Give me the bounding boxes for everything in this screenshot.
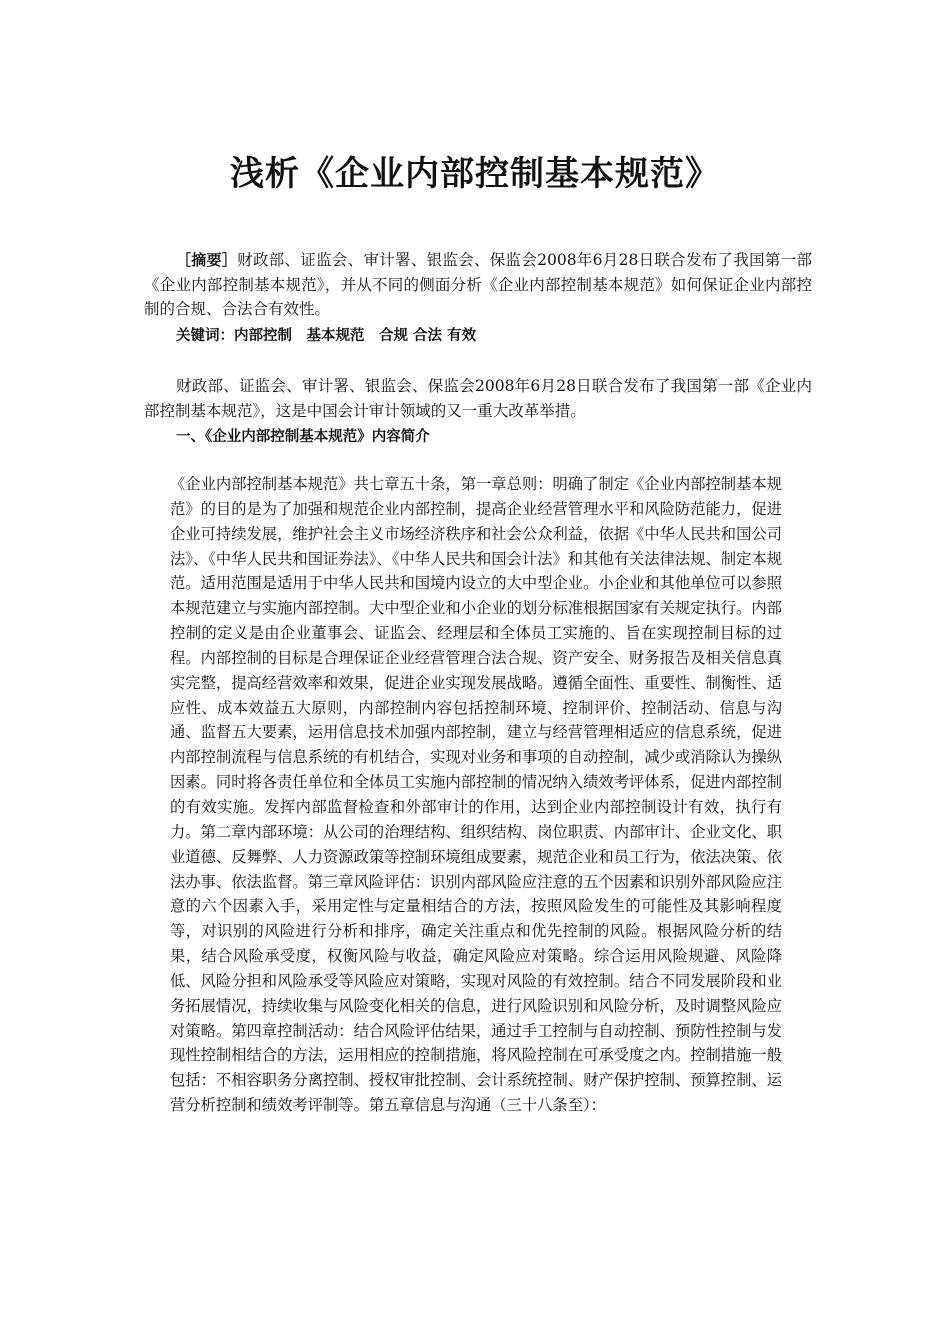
abstract-paragraph — [144, 248, 812, 322]
abstract-text: 财政部、证监会、审计署、银监会、保监会2008年6月28日联合发布了我国第一部《企业内部控制基本规范》，并从不同的侧面分析《企业内部控制基本规范》如何保证企业内部控制的合规、合法合有效性。 — [144, 251, 812, 318]
abstract-label: ［摘要］ — [176, 251, 238, 269]
section-heading: 一、《企业内部控制基本规范》内容简介 — [176, 429, 430, 445]
document-title: 浅析《企业内部控制基本规范》 — [230, 154, 720, 194]
intro-paragraph: 财政部、证监会、审计署、银监会、保监会2008年6月28日联合发布了我国第一部《企业内部控制基本规范》，这是中国会计审计领域的又一重大改革举措。 — [144, 377, 812, 420]
keywords-line: 关键词：内部控制 基本规范 合规 合法 有效 — [176, 328, 477, 344]
section-body-paragraph: 《企业内部控制基本规范》共七章五十条，第一章总则：明确了制定《企业内部控制基本规范》的目的是为了加强和规范企业内部控制，提高企业经营管理水平和风险防范能力，促进企业可持续发展，维护社会主义市场经济秩序和社会公众利益，依据《中华人民共和国公司法》、《中华人民共和国证券法》、《中华人民共和国会计法》和其他有关法律法规、制定本规范。适用范围是适用于中华人民共和国境内设立的大中型企业。小企业和其他单位可以参照本规范建立与实施内部控制。大中型企业和小企业的划分标准根据国家有关规定执行。内部控制的定义是由企业董事会、证监会、经理层和全体员工实施的、旨在实现控制目标的过程。内部控制的目标是合理保证企业经营管理合法合规、资产安全、财务报告及相关信息真实完整，提高经营效率和效果，促进企业实现发展战略。遵循全面性、重要性、制衡性、适应性、成本效益五大原则，内部控制内容包括控制环境、控制评价、控制活动、信息与沟通、监督五大要素，运用信息技术加强内部控制，建立与经营管理相适应的信息系统，促进内部控制流程与信息系统的有机结合，实现对业务和事项的自动控制，减少或消除认为操纵因素。同时将各责任单位和全体员工实施内部控制的情况纳入绩效考评体系，促进内部控制的有效实施。发挥内部监督检查和外部审计的作用，达到企业内部控制设计有效，执行有力。第二章内部环境：从公司的治理结构、组织结构、岗位职责、内部审计、企业文化、职业道德、反舞弊、人力资源政策等控制环境组成要素，规范企业和员工行为，依法决策、依法办事、依法监督。第三章风险评估：识别内部风险应注意的五个因素和识别外部风险应注意的六个因素入手，采用定性与定量相结合的方法，按照风险发生的可能性及其影响程度等，对识别的风险进行分析和排序，确定关注重点和优先控制的风险。根据风险分析的结果，结合风险承受度，权衡风险与收益，确定风险应对策略。综合运用风险规避、风险降低、风险分担和风险承受等风险应对策略，实现对风险的有效控制。结合不同发展阶段和业务拓展情况，持续收集与风险变化相关的信息，进行风险识别和风险分析，及时调整风险应对策略。第四章控制活动：结合风险评估结果，通过手工控制与自动控制、预防性控制与发现性控制相结合的方法，运用相应的控制措施，将风险控制在可承受度之内。控制措施一般包括：不相容职务分离控制、授权审批控制、会计系统控制、财产保护控制、预算控制、运营分析控制和绩效考评制等。第五章信息与沟通（三十八条至）： — [170, 475, 782, 1115]
